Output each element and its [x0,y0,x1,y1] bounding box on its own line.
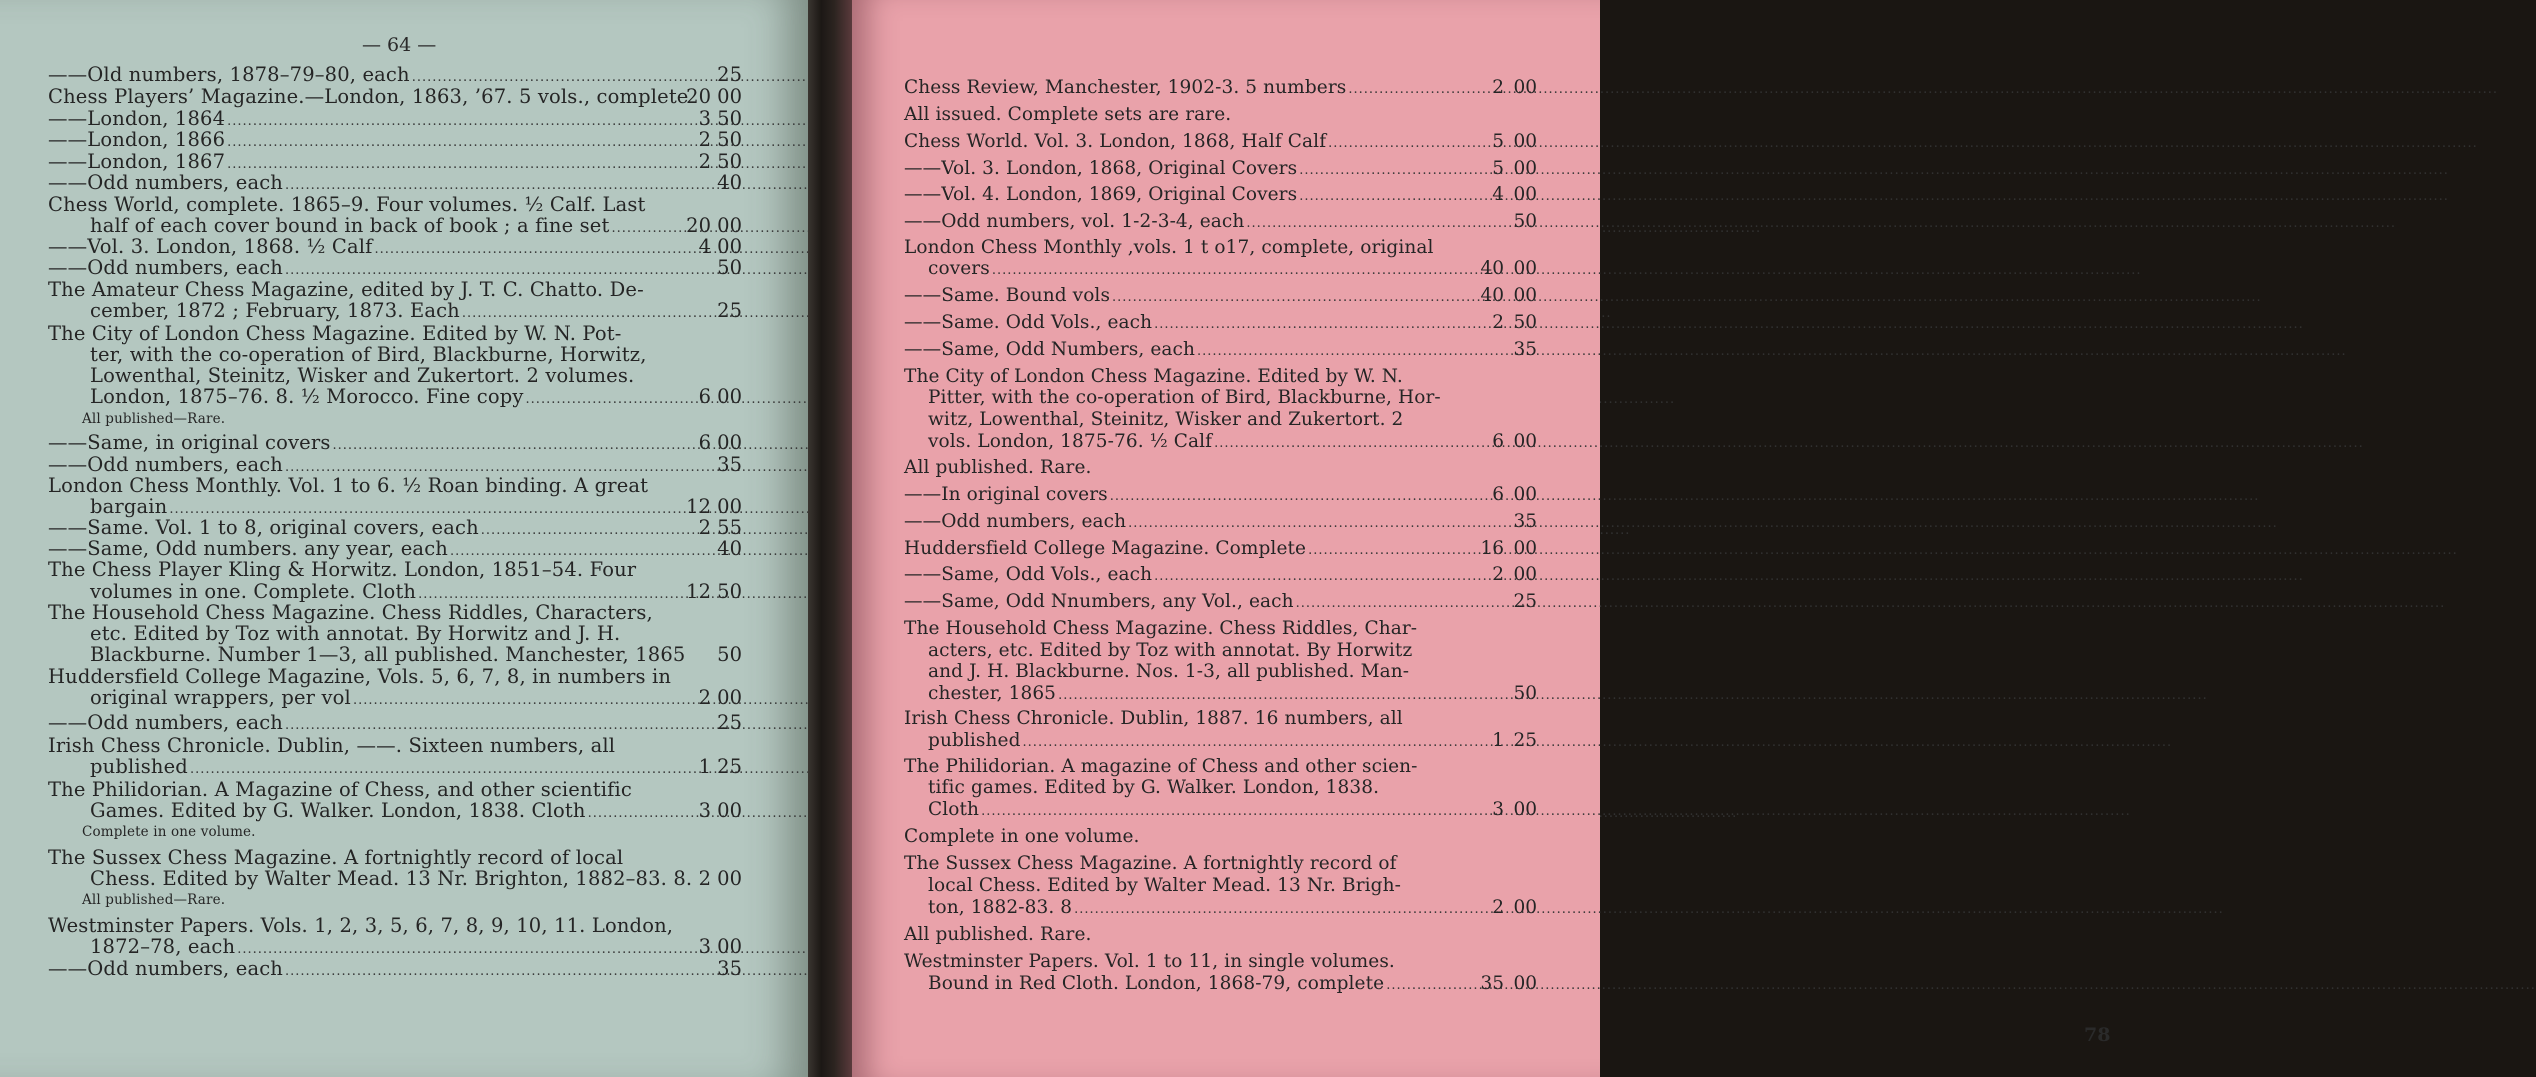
entry-text: Complete in one volume. [82,824,256,840]
price-dollars: 6 [1492,484,1504,505]
entry-text: ——Odd numbers, each [48,453,284,476]
entry-text: covers [928,258,990,279]
price-dollars: 40 [1480,258,1504,279]
entry-text: ——Same, Odd numbers. any year, each [48,537,448,560]
catalog-line [904,104,1231,125]
entry-text: ——Same, in original covers [48,431,331,454]
catalog-line [904,237,1434,258]
price-cents: 25 [1513,591,1537,612]
price-cents: 00 [717,495,742,518]
price-cents: 40 [717,537,742,560]
catalog-line [928,387,1441,408]
entry-text: Chess Players’ Magazine.—London, 1863, ’67. 5 vols., complete [48,85,689,108]
left-page [0,0,808,1077]
entry-text: ——In original covers [904,484,1108,505]
entry-text: ton, 1882-83. 8 [928,897,1073,918]
entry-text: ——Same, Odd Nnumbers, any Vol., each [904,591,1294,612]
price-cents: 00 [1513,538,1537,559]
catalog-line [82,411,225,427]
catalog-line [90,343,647,366]
price-cents: 35 [717,957,742,980]
book-gutter [808,0,852,1077]
catalog-line [82,824,256,840]
catalog-line [48,846,623,869]
entry-text: ——London, 1867 [48,150,226,173]
price-dollars: 2 [698,867,711,890]
price-dollars: 6 [698,431,711,454]
entry-text: The Household Chess Magazine. Chess Riddles, Characters, [48,601,653,624]
entry-text: ——Same. Odd Vols., each [904,312,1153,333]
price-cents: 40 [717,171,742,194]
entry-text: ——Vol. 4. London, 1869, Original Covers [904,184,1298,205]
entry-text: ——Old numbers, 1878–79–80, each [48,63,410,86]
entry-text: cember, 1872 ; February, 1873. Each [90,299,460,322]
price-dollars: 2 [698,516,711,539]
price-cents: 00 [717,431,742,454]
entry-text: ——Odd numbers, each [904,511,1127,532]
entry-text: The City of London Chess Magazine. Edited by W. N. Pot- [48,322,622,345]
catalog-line [904,924,1092,945]
entry-text: volumes in one. Complete. Cloth [90,580,417,603]
price-cents: 50 [1513,211,1537,232]
price-dollars: 5 [1492,131,1504,152]
catalog-line [48,734,615,757]
price-dollars: 12 [686,495,711,518]
catalog-line [48,278,644,301]
catalog-line [904,366,1403,387]
price-dollars: 1 [1492,730,1504,751]
entry-text: All published. Rare. [904,457,1092,478]
price-dollars: 2 [1492,77,1504,98]
catalog-line [904,826,1140,847]
entry-text: The Amateur Chess Magazine, edited by J. T. C. Chatto. De- [48,278,644,301]
entry-text: Bound in Red Cloth. London, 1868-79, complete [928,973,1385,994]
price-cents: 00 [1513,77,1537,98]
entry-text: The Philidorian. A magazine of Chess and other scien- [904,756,1418,777]
entry-text: local Chess. Edited by Walter Mead. 13 Nr. Brigh- [928,875,1401,896]
price-cents: 50 [717,107,742,130]
price-dollars: 2 [1492,312,1504,333]
price-cents: 00 [1513,484,1537,505]
entry-text: Complete in one volume. [904,826,1140,847]
entry-text: vols. London, 1875-76. ½ Calf [928,431,1213,452]
catalog-line [904,853,1397,874]
entry-text: Chess World. Vol. 3. London, 1868, Half Calf [904,131,1327,152]
price-cents: 00 [717,85,742,108]
entry-text: Westminster Papers. Vol. 1 to 11, in single volumes. [904,951,1395,972]
price-dollars: 20 [686,85,711,108]
entry-text: ——Vol. 3. London, 1868. ½ Calf [48,235,373,258]
page-number: — 64 — [362,34,437,56]
entry-text: ——Odd numbers, each [48,957,284,980]
price-dollars: 20 [686,214,711,237]
price-cents: 00 [717,935,742,958]
price-cents: 00 [717,214,742,237]
catalog-line [928,661,1409,682]
price-cents: 25 [717,63,742,86]
entry-text: Chess Review, Manchester, 1902-3. 5 numbers [904,77,1347,98]
price-cents: 25 [717,711,742,734]
entry-text: ——Same, Odd Vols., each [904,564,1153,585]
entry-text: Cloth [928,799,980,820]
entry-text: tific games. Edited by G. Walker. London, 1838. [928,777,1380,798]
price-dollars: 2 [698,128,711,151]
entry-text: ter, with the co-operation of Bird, Blackburne, Horwitz, [90,343,647,366]
catalog-line [82,892,225,908]
entry-text: 1872–78, each [90,935,236,958]
entry-text: ——Odd numbers, each [48,171,284,194]
price-dollars: 12 [686,580,711,603]
price-cents: 00 [717,235,742,258]
price-cents: 50 [717,643,742,666]
catalog-line [904,457,1092,478]
entry-text: Chess. Edited by Walter Mead. 13 Nr. Brighton, 1882–83. 8. [90,867,693,890]
entry-text: Blackburne. Number 1—3, all published. Manchester, 1865 [90,643,686,666]
entry-text: The Chess Player Kling & Horwitz. London, 1851–54. Four [48,558,637,581]
entry-text: published [90,755,188,778]
price-dollars: 35 [1480,973,1504,994]
price-cents: 00 [1513,431,1537,452]
right-page [852,0,2111,1077]
catalog-line [928,409,1403,430]
entry-text: chester, 1865 [928,683,1057,704]
price-cents: 00 [1513,799,1537,820]
entry-text: Westminster Papers. Vols. 1, 2, 3, 5, 6, 7, 8, 9, 10, 11. London, [48,914,674,937]
entry-text: Irish Chess Chronicle. Dublin, ——. Sixteen numbers, all [48,734,616,757]
price-dollars: 2 [698,686,711,709]
price-cents: 00 [1513,258,1537,279]
price-dollars: 2 [1492,897,1504,918]
price-cents: 00 [717,799,742,822]
entry-text: The Household Chess Magazine. Chess Riddles, Char- [904,618,1418,639]
catalog-line [928,640,1412,661]
entry-text: All published. Rare. [904,924,1092,945]
catalog-line [928,777,1379,798]
price-dollars: 3 [698,935,711,958]
entry-text: ——Same. Vol. 1 to 8, original covers, each [48,516,479,539]
entry-text: London, 1875–76. 8. ½ Morocco. Fine copy [90,385,524,408]
price-cents: 00 [1513,158,1537,179]
catalog-line [90,364,634,387]
price-cents: 50 [717,256,742,279]
price-cents: 00 [1513,184,1537,205]
price-cents: 55 [717,516,742,539]
catalog-line [48,914,673,937]
price-cents: 00 [1513,897,1537,918]
price-cents: 50 [1513,312,1537,333]
entry-text: Irish Chess Chronicle. Dublin, 1887. 16 numbers, all [904,708,1403,729]
price-cents: 50 [717,128,742,151]
entry-text: London Chess Monthly ,vols. 1 t o17, complete, original [904,237,1434,258]
entry-text: half of each cover bound in back of book ; a fine set [90,214,610,237]
entry-text: Huddersfield College Magazine. Complete [904,538,1307,559]
price-dollars: 2 [1492,564,1504,585]
price-dollars: 1 [698,755,711,778]
price-dollars: 6 [698,385,711,408]
entry-text: etc. Edited by Toz with annotat. By Horwitz and J. H. [90,622,621,645]
entry-text: ——Same. Bound vols [904,285,1111,306]
price-dollars: 40 [1480,285,1504,306]
catalog-line [48,322,622,345]
price-cents: 00 [1513,131,1537,152]
entry-text: original wrappers, per vol [90,686,351,709]
entry-text: ——London, 1864 [48,107,226,130]
price-cents: 50 [717,580,742,603]
catalog-line [928,875,1401,896]
entry-text: The Philidorian. A Magazine of Chess, and other scientific [48,778,632,801]
entry-text: Chess World, complete. 1865–9. Four volumes. ½ Calf. Last [48,193,646,216]
price-cents: 00 [717,385,742,408]
page-number: 78 [2084,1024,2111,1046]
entry-text: acters, etc. Edited by Toz with annotat. By Horwitz [928,640,1413,661]
catalog-line [48,558,636,581]
catalog-line [48,193,646,216]
price-cents: 00 [1513,973,1537,994]
price-cents: 50 [1513,683,1537,704]
entry-text: Games. Edited by G. Walker. London, 1838. Cloth [90,799,586,822]
catalog-line [48,474,648,497]
price-cents: 25 [1513,730,1537,751]
price-dollars: 4 [698,235,711,258]
entry-text: ——Same, Odd Numbers, each [904,339,1195,360]
price-cents: 00 [1513,285,1537,306]
entry-text: The City of London Chess Magazine. Edited by W. N. [904,366,1403,387]
entry-text: All published—Rare. [82,411,226,427]
entry-text: All published—Rare. [82,892,226,908]
price-dollars: 2 [698,150,711,173]
dot-leader [1386,978,2536,993]
entry-text: and J. H. Blackburne. Nos. 1-3, all published. Man- [928,661,1410,682]
price-dollars: 16 [1480,538,1504,559]
catalog-line [48,601,653,624]
entry-text: ——London, 1866 [48,128,226,151]
entry-text: All issued. Complete sets are rare. [904,104,1232,125]
entry-text: published [928,730,1021,751]
entry-text: ——Odd numbers, vol. 1-2-3-4, each [904,211,1245,232]
price-dollars: 6 [1492,431,1504,452]
price-cents: 25 [717,299,742,322]
catalog-line [904,951,1395,972]
entry-text: The Sussex Chess Magazine. A fortnightly record of local [48,846,624,869]
price-cents: 00 [717,686,742,709]
price-dollars: 3 [698,799,711,822]
price-cents: 35 [1513,339,1537,360]
price-cents: 25 [717,755,742,778]
catalog-line [48,665,671,688]
price-dollars: 3 [1492,799,1504,820]
entry-text: ——Odd numbers, each [48,711,284,734]
price-dollars: 5 [1492,158,1504,179]
catalog-line [904,756,1418,777]
price-cents: 50 [717,150,742,173]
entry-text: ——Vol. 3. London, 1868, Original Covers [904,158,1298,179]
price-cents: 00 [717,867,742,890]
entry-text: bargain [90,495,168,518]
catalog-line [90,622,620,645]
entry-text: Lowenthal, Steinitz, Wisker and Zukertort. 2 volumes. [90,364,635,387]
price-cents: 35 [1513,511,1537,532]
price-dollars: 4 [1492,184,1504,205]
price-cents: 00 [1513,564,1537,585]
price-dollars: 3 [698,107,711,130]
catalog-line [904,708,1403,729]
entry-text: London Chess Monthly. Vol. 1 to 6. ½ Roan binding. A great [48,474,649,497]
catalog-line [48,778,632,801]
entry-text: Pitter, with the co-operation of Bird, Blackburne, Hor- [928,387,1441,408]
entry-text: ——Odd numbers, each [48,256,284,279]
entry-text: The Sussex Chess Magazine. A fortnightly record of [904,853,1397,874]
entry-text: witz, Lowenthal, Steinitz, Wisker and Zukertort. 2 [928,409,1404,430]
entry-text: Huddersfield College Magazine, Vols. 5, 6, 7, 8, in numbers in [48,665,672,688]
catalog-line [904,618,1417,639]
price-cents: 35 [717,453,742,476]
